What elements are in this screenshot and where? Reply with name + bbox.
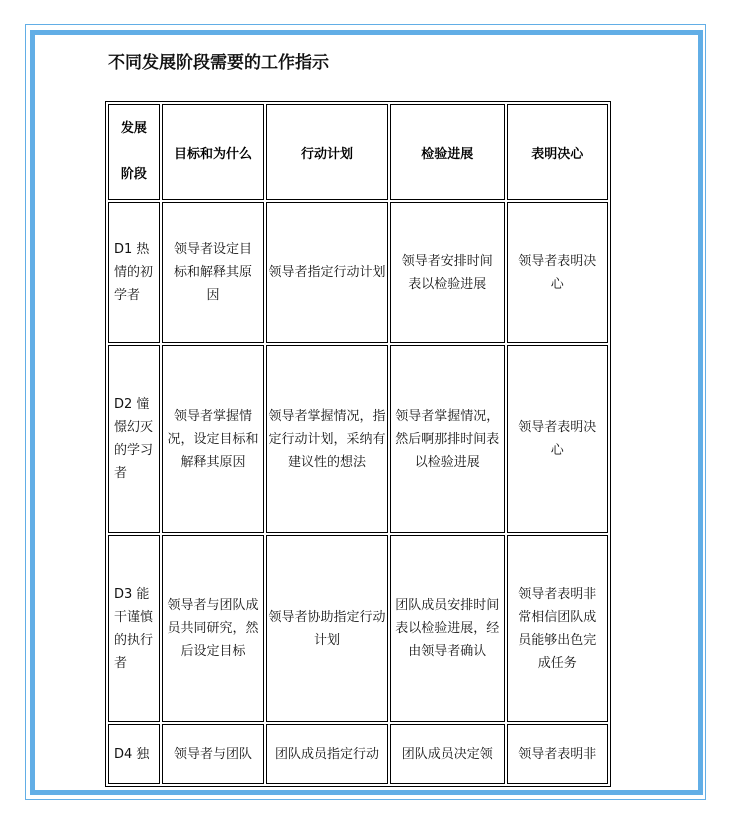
check-cell: 团队成员决定领 xyxy=(390,724,505,784)
table-row xyxy=(108,345,608,533)
header-commit: 表明决心 xyxy=(507,104,608,200)
guidance-table xyxy=(105,101,611,787)
plan-cell: 领导者指定行动计划 xyxy=(266,202,388,343)
table-header-row xyxy=(108,104,608,200)
plan-cell: 领导者协助指定行动计划 xyxy=(266,535,388,722)
goal-cell: 领导者掌握情况，设定目标和解释其原因 xyxy=(162,345,264,533)
commit-cell: 领导者表明决心 xyxy=(507,345,608,533)
table-row xyxy=(108,724,608,784)
check-cell: 领导者掌握情况，然后啊那排时间表以检验进展 xyxy=(390,345,505,533)
commit-cell: 领导者表明决心 xyxy=(507,202,608,343)
stage-cell: D4 独 xyxy=(108,724,160,784)
header-goal: 目标和为什么 xyxy=(162,104,264,200)
page-title: 不同发展阶段需要的工作指示 xyxy=(108,53,329,73)
header-plan: 行动计划 xyxy=(266,104,388,200)
commit-cell: 领导者表明非 xyxy=(507,724,608,784)
stage-cell: D2 憧憬幻灭的学习者 xyxy=(108,345,160,533)
table-row xyxy=(108,202,608,343)
check-cell: 领导者安排时间表以检验进展 xyxy=(390,202,505,343)
check-cell: 团队成员安排时间表以检验进展，经由领导者确认 xyxy=(390,535,505,722)
header-stage: 发展阶段 xyxy=(108,104,160,200)
content-frame xyxy=(30,30,703,795)
plan-cell: 团队成员指定行动 xyxy=(266,724,388,784)
commit-cell: 领导者表明非常相信团队成员能够出色完成任务 xyxy=(507,535,608,722)
goal-cell: 领导者与团队成员共同研究，然后设定目标 xyxy=(162,535,264,722)
table-row xyxy=(108,535,608,722)
plan-cell: 领导者掌握情况，指定行动计划，采纳有建议性的想法 xyxy=(266,345,388,533)
stage-cell: D3 能干谨慎的执行者 xyxy=(108,535,160,722)
header-check: 检验进展 xyxy=(390,104,505,200)
stage-cell: D1 热情的初学者 xyxy=(108,202,160,343)
goal-cell: 领导者设定目标和解释其原因 xyxy=(162,202,264,343)
goal-cell: 领导者与团队 xyxy=(162,724,264,784)
